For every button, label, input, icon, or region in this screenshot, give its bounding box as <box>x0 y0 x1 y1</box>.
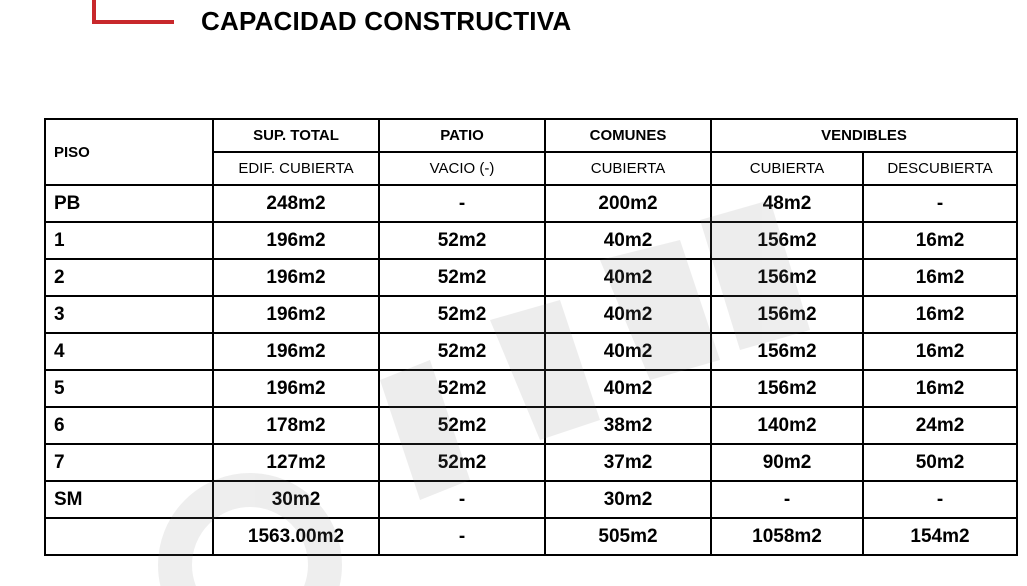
header-patio: PATIO <box>379 119 545 152</box>
header-row-top <box>45 119 1017 152</box>
cell-comunes: 37m2 <box>545 444 711 481</box>
cell-vend-cubierta: 48m2 <box>711 185 863 222</box>
cell-vend-descubierta: 16m2 <box>863 370 1017 407</box>
cell-sup-total: 127m2 <box>213 444 379 481</box>
cell-sup-total: 196m2 <box>213 296 379 333</box>
cell-vend-cubierta: 140m2 <box>711 407 863 444</box>
cell-piso: 3 <box>45 296 213 333</box>
cell-patio: 52m2 <box>379 370 545 407</box>
header-sup-total: SUP. TOTAL <box>213 119 379 152</box>
table-row <box>45 370 1017 407</box>
cell-vend-cubierta: 156m2 <box>711 296 863 333</box>
cell-comunes: 40m2 <box>545 333 711 370</box>
page-title: CAPACIDAD CONSTRUCTIVA <box>201 6 572 36</box>
cell-vend-descubierta: 16m2 <box>863 259 1017 296</box>
cell-vend-descubierta: 16m2 <box>863 222 1017 259</box>
header-comunes: COMUNES <box>545 119 711 152</box>
cell-piso: 6 <box>45 407 213 444</box>
table-row <box>45 333 1017 370</box>
cell-vend-descubierta: 16m2 <box>863 296 1017 333</box>
cell-piso: 4 <box>45 333 213 370</box>
cell-vend-cubierta: 156m2 <box>711 222 863 259</box>
cell-vend-cubierta: 1058m2 <box>711 518 863 555</box>
cell-comunes: 40m2 <box>545 296 711 333</box>
cell-comunes: 38m2 <box>545 407 711 444</box>
cell-vend-descubierta: - <box>863 185 1017 222</box>
cell-piso: 5 <box>45 370 213 407</box>
cell-vend-cubierta: 156m2 <box>711 259 863 296</box>
cell-patio: - <box>379 185 545 222</box>
header-piso: PISO <box>45 119 213 185</box>
table-row <box>45 185 1017 222</box>
cell-piso: PB <box>45 185 213 222</box>
cell-sup-total: 196m2 <box>213 259 379 296</box>
cell-comunes: 40m2 <box>545 222 711 259</box>
capacity-table <box>44 118 1018 556</box>
cell-sup-total: 30m2 <box>213 481 379 518</box>
table-row <box>45 296 1017 333</box>
cell-patio: 52m2 <box>379 333 545 370</box>
subheader-vendibles-descubierta: DESCUBIERTA <box>863 152 1017 185</box>
cell-comunes: 30m2 <box>545 481 711 518</box>
cell-piso: 1 <box>45 222 213 259</box>
cell-patio: - <box>379 481 545 518</box>
cell-piso: 2 <box>45 259 213 296</box>
cell-vend-cubierta: 156m2 <box>711 333 863 370</box>
cell-piso <box>45 518 213 555</box>
cell-sup-total: 1563.00m2 <box>213 518 379 555</box>
cell-patio: 52m2 <box>379 259 545 296</box>
table-row <box>45 222 1017 259</box>
cell-vend-descubierta: 154m2 <box>863 518 1017 555</box>
cell-patio: 52m2 <box>379 407 545 444</box>
cell-vend-descubierta: - <box>863 481 1017 518</box>
cell-comunes: 200m2 <box>545 185 711 222</box>
cell-patio: - <box>379 518 545 555</box>
subheader-edif-cubierta: EDIF. CUBIERTA <box>213 152 379 185</box>
cell-sup-total: 248m2 <box>213 185 379 222</box>
cell-patio: 52m2 <box>379 444 545 481</box>
cell-sup-total: 178m2 <box>213 407 379 444</box>
table-row <box>45 518 1017 555</box>
cell-vend-cubierta: - <box>711 481 863 518</box>
cell-patio: 52m2 <box>379 222 545 259</box>
cell-piso: SM <box>45 481 213 518</box>
cell-sup-total: 196m2 <box>213 222 379 259</box>
cell-comunes: 505m2 <box>545 518 711 555</box>
cell-vend-descubierta: 50m2 <box>863 444 1017 481</box>
table-row <box>45 407 1017 444</box>
cell-comunes: 40m2 <box>545 370 711 407</box>
subheader-comunes-cubierta: CUBIERTA <box>545 152 711 185</box>
subheader-vendibles-cubierta: CUBIERTA <box>711 152 863 185</box>
header-vendibles: VENDIBLES <box>711 119 1017 152</box>
cell-patio: 52m2 <box>379 296 545 333</box>
cell-sup-total: 196m2 <box>213 333 379 370</box>
subheader-vacio: VACIO (-) <box>379 152 545 185</box>
cell-vend-descubierta: 24m2 <box>863 407 1017 444</box>
red-corner-mark <box>92 0 174 24</box>
cell-sup-total: 196m2 <box>213 370 379 407</box>
cell-vend-cubierta: 156m2 <box>711 370 863 407</box>
cell-comunes: 40m2 <box>545 259 711 296</box>
table-row <box>45 259 1017 296</box>
cell-vend-descubierta: 16m2 <box>863 333 1017 370</box>
table-row <box>45 481 1017 518</box>
table-row <box>45 444 1017 481</box>
cell-piso: 7 <box>45 444 213 481</box>
cell-vend-cubierta: 90m2 <box>711 444 863 481</box>
